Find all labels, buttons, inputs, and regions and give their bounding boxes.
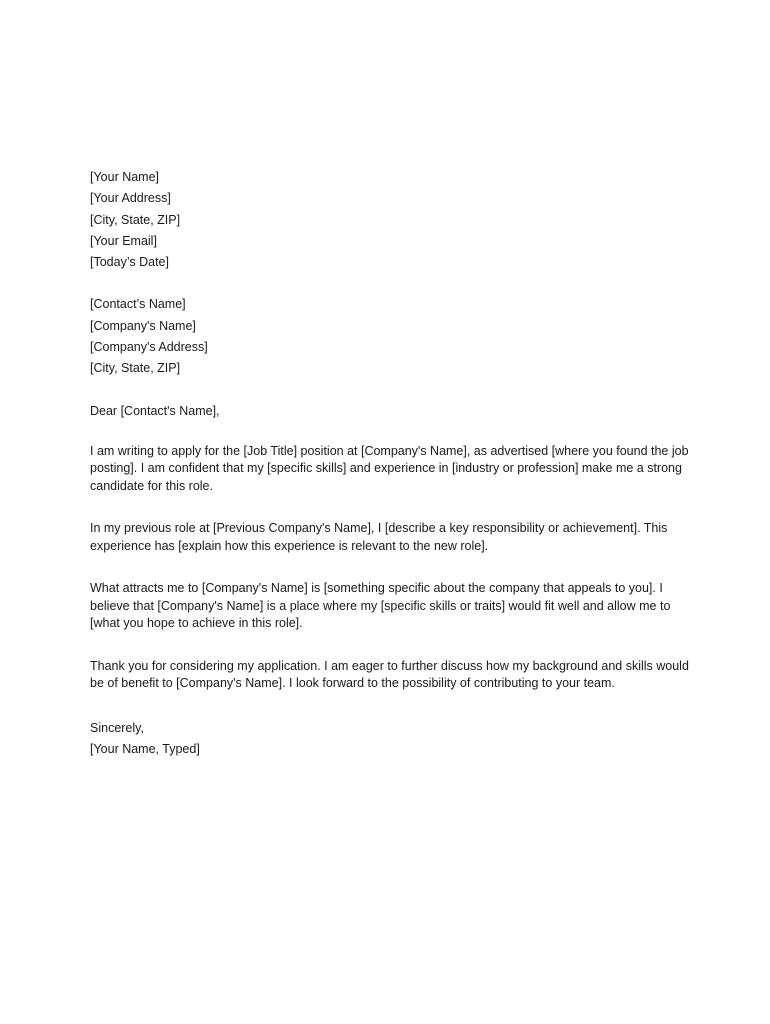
closing-block: [90, 718, 690, 761]
recipient-contact-name: [Contact’s Name]: [90, 297, 186, 312]
signature: [Your Name, Typed]: [90, 742, 200, 757]
sender-address: [Your Address]: [90, 191, 171, 206]
body-paragraph-intro: I am writing to apply for the [Job Title] position at [Company's Name], as advertised [where you found the job posting]. I am confident that my [specific skills] and experience in [industry or profession] make me a strong candidate for this role.: [90, 443, 689, 493]
body-paragraph-motivation: What attracts me to [Company's Name] is [something specific about the company that appeals to you]. I believe that [Company's Name] is a place where my [specific skills or traits] would fit well and allow me to [what you hope to achieve in this role].: [90, 581, 671, 631]
sender-city-state-zip: [City, State, ZIP]: [90, 212, 181, 227]
sender-email: [Your Email]: [90, 233, 157, 248]
sender-name: [Your Name]: [90, 170, 160, 184]
sender-block: [90, 167, 690, 273]
body-paragraph-experience: In my previous role at [Previous Company's Name], I [describe a key responsibility or achievement]. This experience has [explain how this experience is relevant to the new role].: [90, 521, 668, 553]
cover-letter: [90, 167, 690, 761]
recipient-city-state-zip: [City, State, ZIP]: [90, 361, 181, 376]
valediction: Sincerely,: [90, 720, 144, 735]
recipient-block: [90, 294, 690, 379]
body-paragraph-thanks: Thank you for considering my application. I am eager to further discuss how my background and skills would be of benefit to [Company's Name]. I look forward to the possibility of contributing to your team.: [90, 658, 689, 691]
recipient-company-address: [Company's Address]: [90, 340, 208, 355]
salutation-block: [90, 401, 690, 422]
recipient-company-name: [Company's Name]: [90, 318, 196, 333]
letter-date: [Today’s Date]: [90, 255, 169, 270]
salutation: Dear [Contact's Name],: [90, 403, 220, 418]
